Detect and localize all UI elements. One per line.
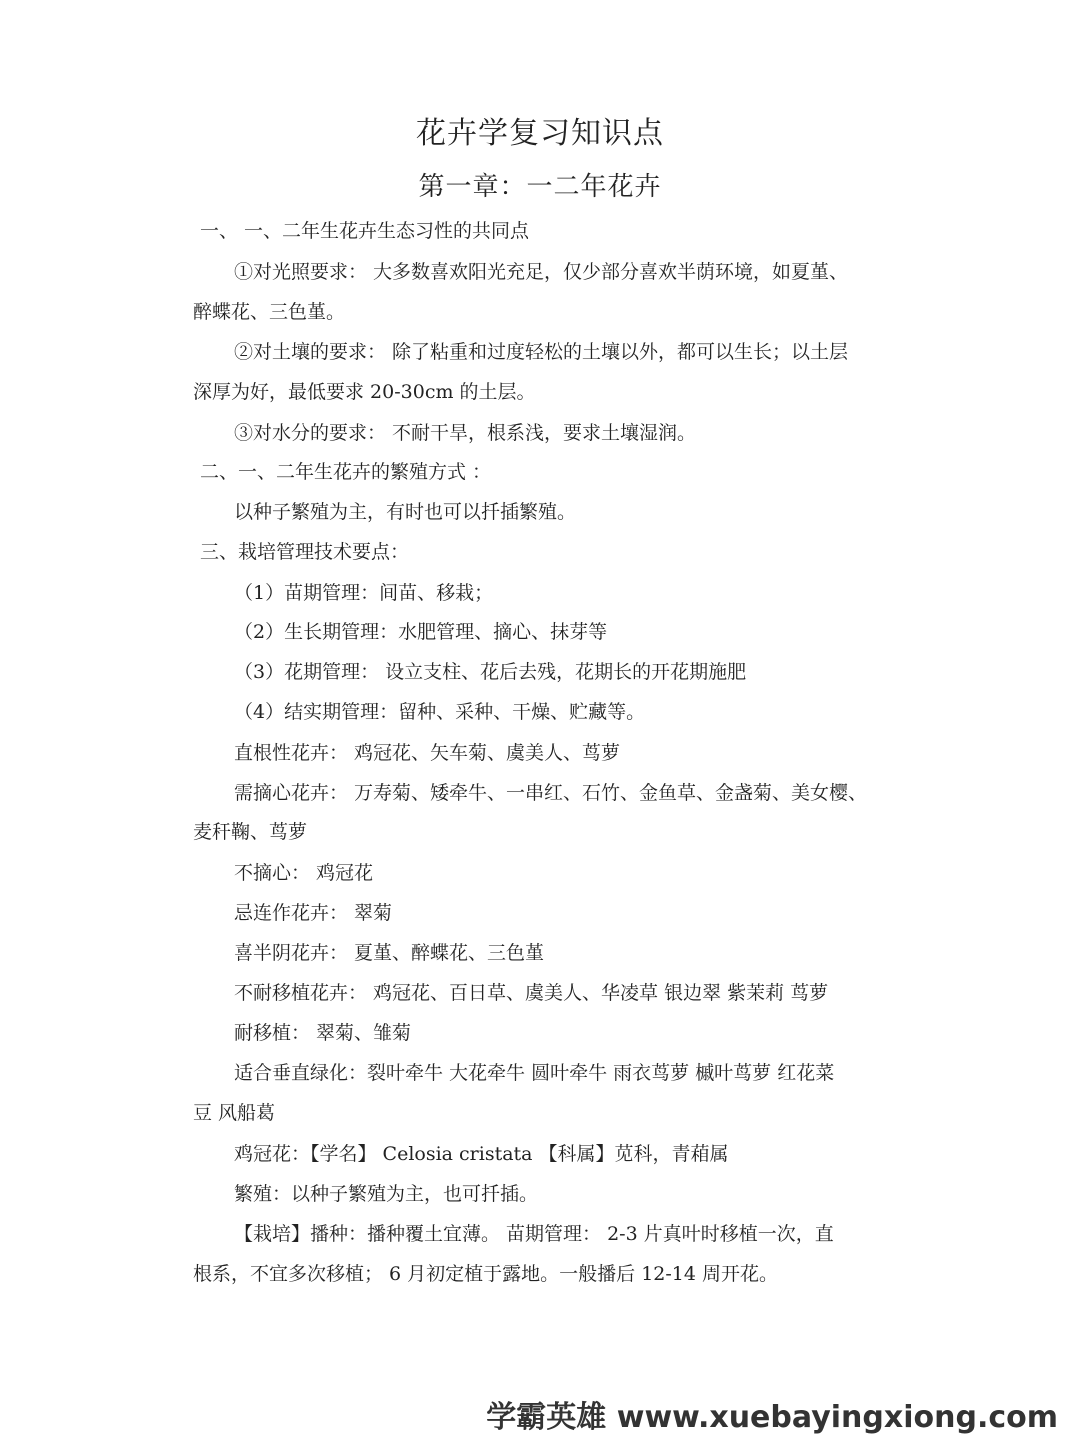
- paragraph-line: 忌连作花卉： 翠菊: [234, 902, 393, 924]
- paragraph-line: 深厚为好，最低要求 20-30cm 的土层。: [193, 381, 536, 403]
- paragraph-line: 喜半阴花卉： 夏堇、醉蝶花、三色堇: [234, 942, 545, 964]
- paragraph-line: 鸡冠花：【学名】 Celosia cristata 【科属】苋科，青葙属: [234, 1143, 729, 1165]
- section-heading-3: 三、栽培管理技术要点：: [200, 541, 410, 563]
- paragraph-line: 直根性花卉： 鸡冠花、矢车菊、虞美人、茑萝: [234, 742, 621, 764]
- paragraph-line: 繁殖：以种子繁殖为主，也可扦插。: [234, 1183, 539, 1205]
- section-heading-2: 二、一、二年生花卉的繁殖方式 ：: [200, 461, 492, 483]
- paragraph-line: ①对光照要求： 大多数喜欢阳光充足，仅少部分喜欢半荫环境，如夏堇、: [234, 261, 849, 283]
- paragraph-line: ②对土壤的要求： 除了粘重和过度轻松的土壤以外，都可以生长；以土层: [234, 341, 849, 363]
- paragraph-line: 豆 风船葛: [193, 1102, 276, 1124]
- paragraph-line: 不耐移植花卉： 鸡冠花、百日草、虞美人、华凌草 银边翠 紫茉莉 茑萝: [234, 982, 829, 1004]
- section-heading-1: 一、 一、二年生花卉生态习性的共同点: [200, 220, 530, 242]
- list-item: （4）结实期管理：留种、采种、干燥、贮藏等。: [234, 701, 646, 723]
- paragraph-line: 根系，不宜多次移植； 6 月初定植于露地。一般播后 12-14 周开花。: [193, 1263, 779, 1285]
- paragraph-line: 不摘心： 鸡冠花: [234, 862, 374, 884]
- paragraph-line: 醉蝶花、三色堇。: [193, 301, 346, 323]
- paragraph-line: 需摘心花卉： 万寿菊、矮牵牛、一串红、石竹、金鱼草、金盏菊、美女樱、: [234, 782, 868, 804]
- watermark: 学霸英雄 www.xuebayingxiong.com: [486, 1400, 1058, 1435]
- list-item: （1）苗期管理：间苗、移栽；: [234, 582, 494, 604]
- paragraph-line: 适合垂直绿化：裂叶牵牛 大花牵牛 圆叶牵牛 雨衣茑萝 槭叶茑萝 红花菜: [234, 1062, 835, 1084]
- paragraph-line: 耐移植： 翠菊、雏菊: [234, 1022, 412, 1044]
- list-item: （2）生长期管理：水肥管理、摘心、抹芽等: [234, 621, 608, 643]
- page-title: 花卉学复习知识点: [416, 116, 664, 151]
- paragraph-line: 以种子繁殖为主，有时也可以扦插繁殖。: [234, 501, 577, 523]
- chapter-heading: 第一章：一二年花卉: [418, 172, 662, 202]
- list-item: （3）花期管理： 设立支柱、花后去残，花期长的开花期施肥: [234, 661, 747, 683]
- paragraph-line: 麦秆鞠、茑萝: [193, 821, 308, 843]
- paragraph-line: ③对水分的要求： 不耐干旱，根系浅，要求土壤湿润。: [234, 422, 697, 444]
- paragraph-line: 【栽培】播种：播种覆土宜薄。 苗期管理： 2-3 片真叶时移植一次，直: [234, 1223, 834, 1245]
